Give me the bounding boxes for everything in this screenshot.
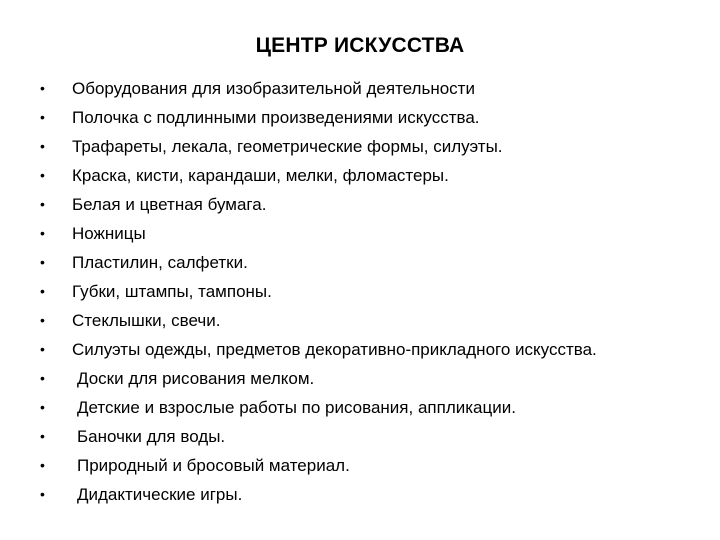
list-item-text: Дидактические игры. xyxy=(77,485,243,504)
bullet-icon: • xyxy=(40,254,45,270)
list-item xyxy=(40,364,710,393)
bullet-icon: • xyxy=(40,370,45,386)
list-item xyxy=(40,74,710,103)
bullet-icon: • xyxy=(40,167,45,183)
bullet-icon: • xyxy=(40,457,45,473)
list-item xyxy=(40,190,710,219)
list-item xyxy=(40,306,710,335)
list-item-text: Ножницы xyxy=(72,224,146,243)
bullet-icon: • xyxy=(40,283,45,299)
bullet-icon: • xyxy=(40,225,45,241)
list-item-text: Пластилин, салфетки. xyxy=(72,253,248,272)
bullet-icon: • xyxy=(40,486,45,502)
bullet-icon: • xyxy=(40,80,45,96)
list-item xyxy=(40,480,710,509)
list-item xyxy=(40,248,710,277)
list-item-text: Детские и взрослые работы по рисования, аппликации. xyxy=(77,398,516,417)
list-item-text: Белая и цветная бумага. xyxy=(72,195,267,214)
list-item-text: Силуэты одежды, предметов декоративно-прикладного искусства. xyxy=(72,340,597,359)
list-item-text: Баночки для воды. xyxy=(77,427,226,446)
list-item xyxy=(40,393,710,422)
list-item xyxy=(40,161,710,190)
list-item-text: Губки, штампы, тампоны. xyxy=(72,282,272,301)
bullet-icon: • xyxy=(40,138,45,154)
list-item xyxy=(40,451,710,480)
list-item xyxy=(40,277,710,306)
bullet-icon: • xyxy=(40,341,45,357)
list-item-text: Доски для рисования мелком. xyxy=(77,369,315,388)
list-item-text: Природный и бросовый материал. xyxy=(77,456,350,475)
list-item-text: Оборудования для изобразительной деятельности xyxy=(72,79,475,98)
list-item xyxy=(40,422,710,451)
list-item-text: Краска, кисти, карандаши, мелки, фломастеры. xyxy=(72,166,449,185)
list-item-text: Полочка с подлинными произведениями искусства. xyxy=(72,108,480,127)
bullet-icon: • xyxy=(40,312,45,328)
page-title: ЦЕНТР ИСКУССТВА xyxy=(255,34,465,57)
list-item-text: Стеклышки, свечи. xyxy=(72,311,221,330)
bullet-icon: • xyxy=(40,399,45,415)
list-item-text: Трафареты, лекала, геометрические формы, силуэты. xyxy=(72,137,503,156)
bullet-list xyxy=(40,74,710,509)
list-item xyxy=(40,132,710,161)
bullet-icon: • xyxy=(40,428,45,444)
bullet-icon: • xyxy=(40,109,45,125)
list-item xyxy=(40,219,710,248)
list-item xyxy=(40,335,710,364)
bullet-icon: • xyxy=(40,196,45,212)
list-item xyxy=(40,103,710,132)
